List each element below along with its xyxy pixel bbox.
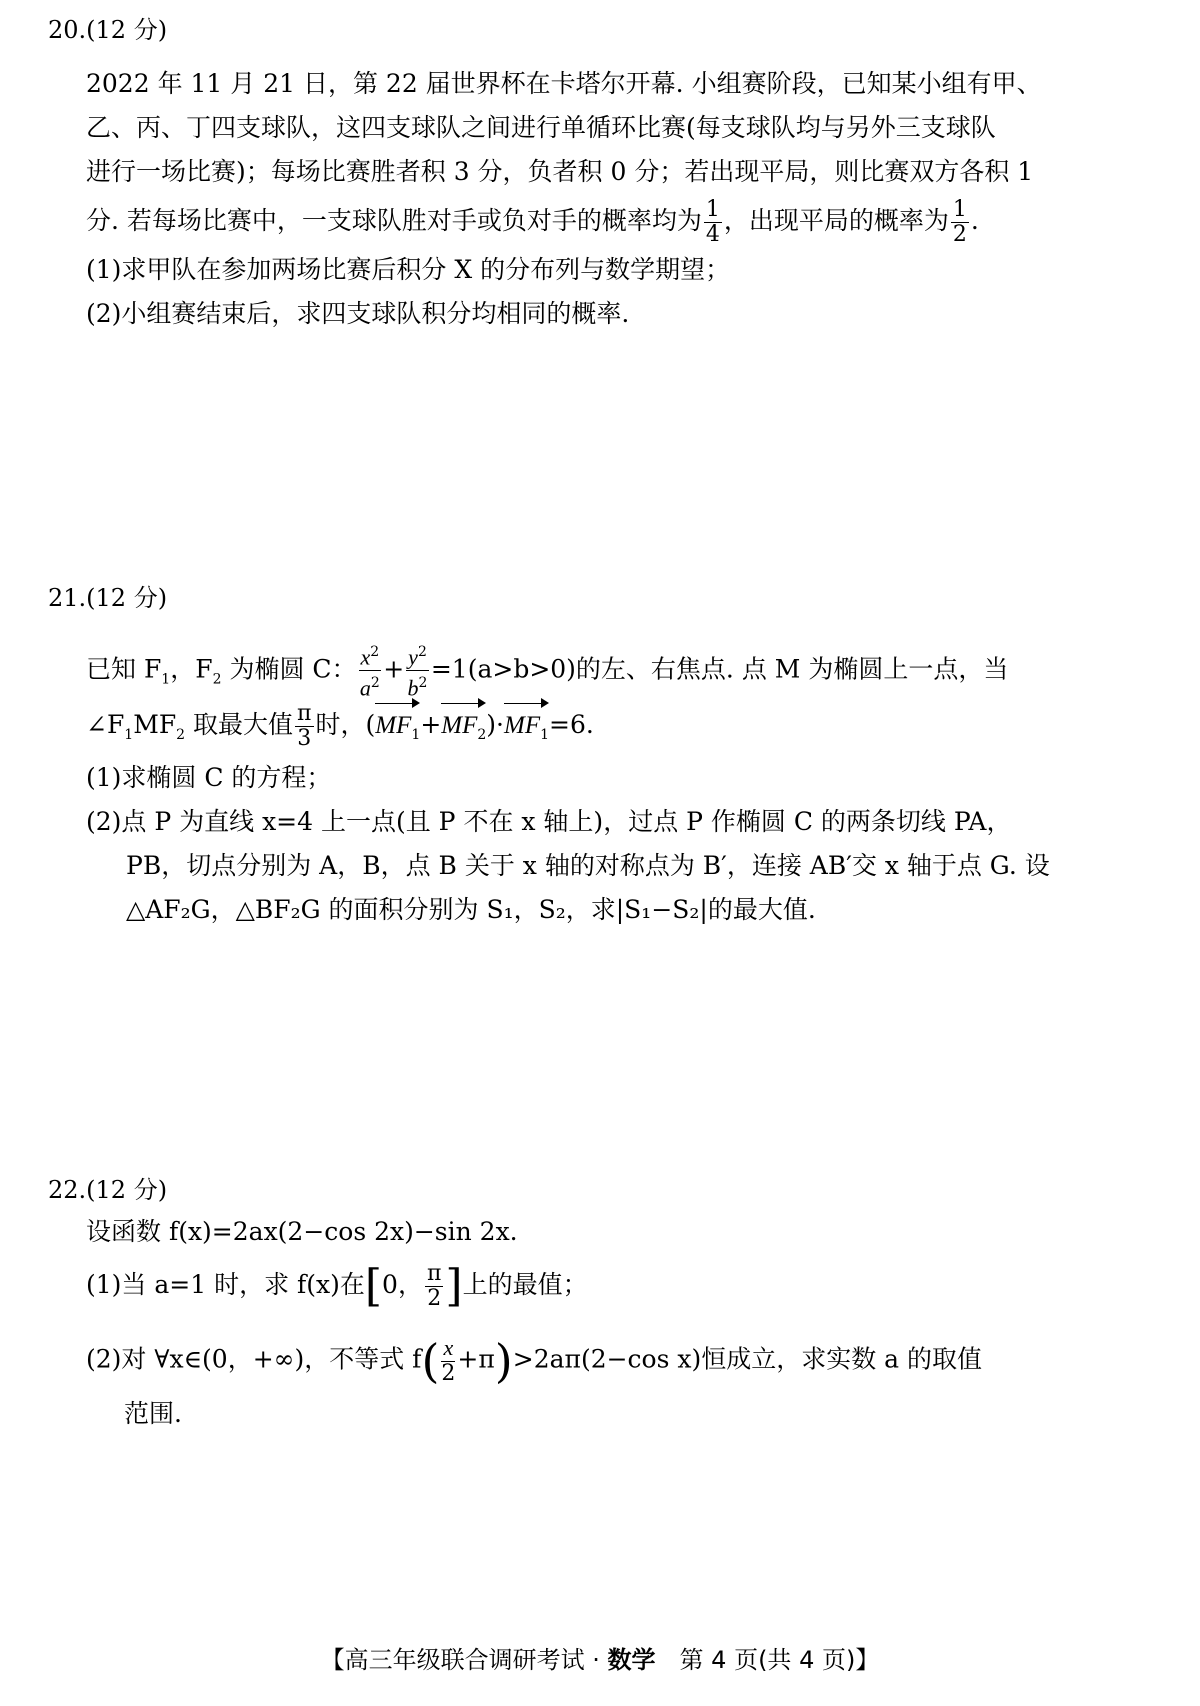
q21-l2-a: ∠F (86, 710, 125, 739)
fraction-x2-a2: $\frac{x^2}{a^2}$ (359, 640, 382, 702)
q21-l2-d: 时，( (315, 710, 376, 739)
fraction-x-2: $\frac{x}{2}$ (441, 1335, 456, 1386)
q20-line-2: 乙、丙、丁四支球队，这四支球队之间进行单循环比赛(每支球队均与另外三支球队 (86, 113, 996, 142)
q22-p2-b: >2aπ(2−cos x)恒成立，求实数 a 的取值 (512, 1344, 983, 1374)
q21-part-2-line-3: △AF₂G，△BF₂G 的面积分别为 S₁，S₂，求|S₁−S₂|的最大值. (126, 895, 816, 924)
q22-part-2-line-2: 范围. (124, 1399, 182, 1428)
q22-p1-a: (1)当 a=1 时，求 f(x)在 (86, 1270, 365, 1299)
q21-number: 21.(12 分) (48, 584, 168, 612)
fraction-pi-2: $\frac{\pi}{2}$ (426, 1261, 442, 1311)
page-footer (0, 1642, 1200, 1678)
q21-l2-c: 取最大值 (185, 710, 294, 739)
q22-p2-a: (2)对 ∀x∈(0，+∞)，不等式 f (86, 1344, 422, 1374)
q20-line-3: 进行一场比赛)；每场比赛胜者积 3 分，负者积 0 分；若出现平局，则比赛双方各积 1 (86, 157, 1034, 186)
fraction-one-half: $\frac{1}{2}$ (952, 197, 967, 247)
footer-page-number: 第 4 页(共 4 页)】 (655, 1646, 880, 1674)
q20-line-1: 2022 年 11 月 21 日，第 22 届世界杯在卡塔尔开幕. 小组赛阶段，已知某小组有甲、 (86, 69, 1042, 98)
q21-l1-c: 为椭圆 C： (221, 654, 357, 684)
vector-mf2: $MF_2$ (441, 707, 486, 753)
q21-line-2: $\angle F_1MF_2$ 取最大值 $\frac{\pi}{3}$ 时，$(MF_1+MF_2)\cdot MF_1=6$. (86, 701, 594, 751)
fraction-pi-3: $\frac{\pi}{3}$ (297, 701, 312, 751)
q21-l2-e: )· (486, 710, 504, 739)
footer-exam-title: 【高三年级联合调研考试 · (320, 1646, 608, 1674)
q20-part-1: (1)求甲队在参加两场比赛后积分 X 的分布列与数学期望； (86, 255, 731, 284)
q21-part-1: (1)求椭圆 C 的方程； (86, 763, 332, 792)
q21-l1-b: ，F (170, 654, 213, 684)
fraction-one-quarter: $\frac{1}{4}$ (705, 197, 720, 247)
q20-part-2: (2)小组赛结束后，求四支球队积分均相同的概率. (86, 299, 630, 328)
q20-number: 20.(12 分) (48, 16, 168, 44)
q21-l1-a: 已知 F (86, 654, 162, 684)
q20-line-4-text-b: ，出现平局的概率为 (723, 206, 949, 235)
q21-l2-b: MF (133, 710, 177, 739)
q22-p1-b: 上的最值； (462, 1270, 588, 1299)
q22-part-2: (2)对 ∀x∈(0，+∞)，不等式 f( $\frac{x}{2}$ +π)>2aπ(2−cos x)恒成立，求实数 a 的取值 (86, 1334, 983, 1388)
q22-number: 22.(12 分) (48, 1176, 168, 1204)
q21-line-1: 已知 $F_1$，$F_2$ 为椭圆 C： $\frac{x^2}{a^2}$ + $\frac{y^2}{b^2}$ =1(a>b>0)的左、右焦点. 点 M 为椭圆上一点，当 (86, 640, 1008, 702)
fraction-y2-b2: $\frac{y^2}{b^2}$ (406, 640, 429, 702)
q21-l2-f: =6. (549, 710, 594, 739)
q22-part-1: (1)当 a=1 时，求 f(x)在[0， $\frac{\pi}{2}$ ]上的最值； (86, 1260, 588, 1312)
q20-line-4-text-c: . (970, 206, 979, 235)
vector-mf1-dot: $MF_1$ (504, 707, 549, 753)
q21-part-2-line-1: (2)点 P 为直线 x=4 上一点(且 P 不在 x 轴上)，过点 P 作椭圆 C 的两条切线 PA， (86, 807, 1012, 836)
q21-part-2-line-2: PB，切点分别为 A，B，点 B 关于 x 轴的对称点为 B′，连接 AB′交 x 轴于点 G. 设 (126, 851, 1050, 880)
q21-l1-d: =1(a>b>0)的左、右焦点. 点 M 为椭圆上一点，当 (430, 654, 1009, 684)
q20-line-4 (86, 198, 979, 247)
q20-line-4-text-a: 分. 若每场比赛中，一支球队胜对手或负对手的概率均为 (86, 206, 702, 235)
vector-mf1: $MF_1$ (375, 707, 420, 753)
footer-subject: 数学 (607, 1646, 656, 1674)
q22-line-1: 设函数 f(x)=2ax(2−cos 2x)−sin 2x. (86, 1217, 518, 1246)
